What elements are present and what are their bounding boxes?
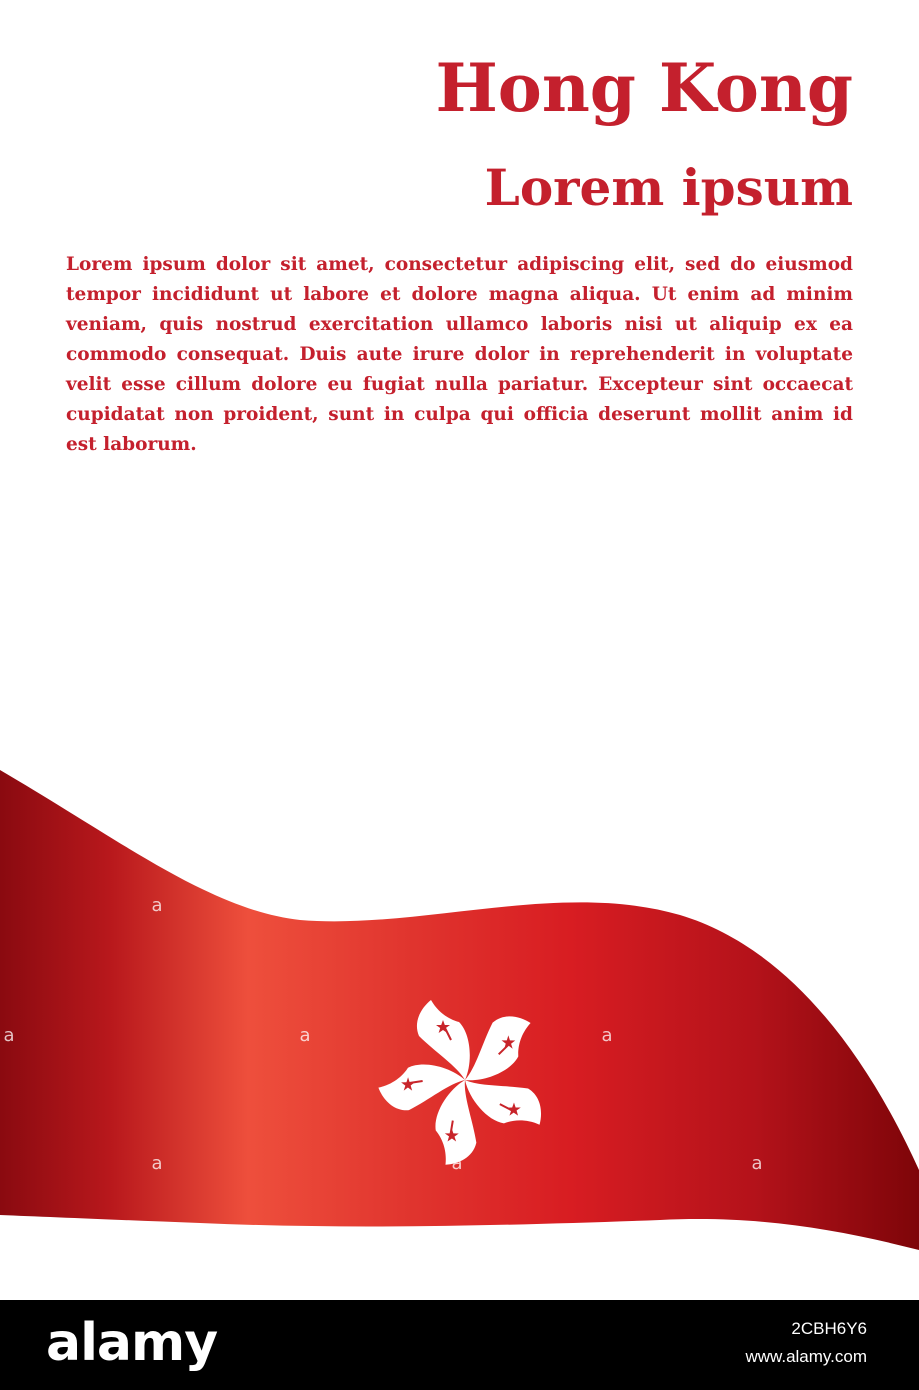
body-paragraph: Lorem ipsum dolor sit amet, consectetur adipiscing elit, sed do eiusmod tempor incididunt ut labore et dolore magna aliqua. Ut enim ad minim veniam, quis nostrud exercitation ullamco laboris nisi ut aliquip ex ea commodo consequat. Duis aute irure dolor in reprehenderit in voluptate velit esse cillum dolore eu fugiat nulla pariatur. Excepteur sint occaecat cupidatat non proident, sunt in culpa qui officia deserunt mollit anim id est laborum. <box>66 254 853 455</box>
site-url: www.alamy.com <box>745 1347 867 1366</box>
watermark-row: a a a <box>3 1025 613 1046</box>
footer-bar <box>0 1300 919 1390</box>
brand-logo: alamy <box>46 1313 218 1373</box>
watermark-row: a a a <box>151 1153 763 1174</box>
page-subtitle: Lorem ipsum <box>484 158 853 217</box>
page-title: Hong Kong <box>435 49 853 127</box>
watermark-row: a <box>151 895 163 916</box>
image-id: 2CBH6Y6 <box>791 1319 867 1338</box>
flag-cloth <box>0 770 919 1250</box>
